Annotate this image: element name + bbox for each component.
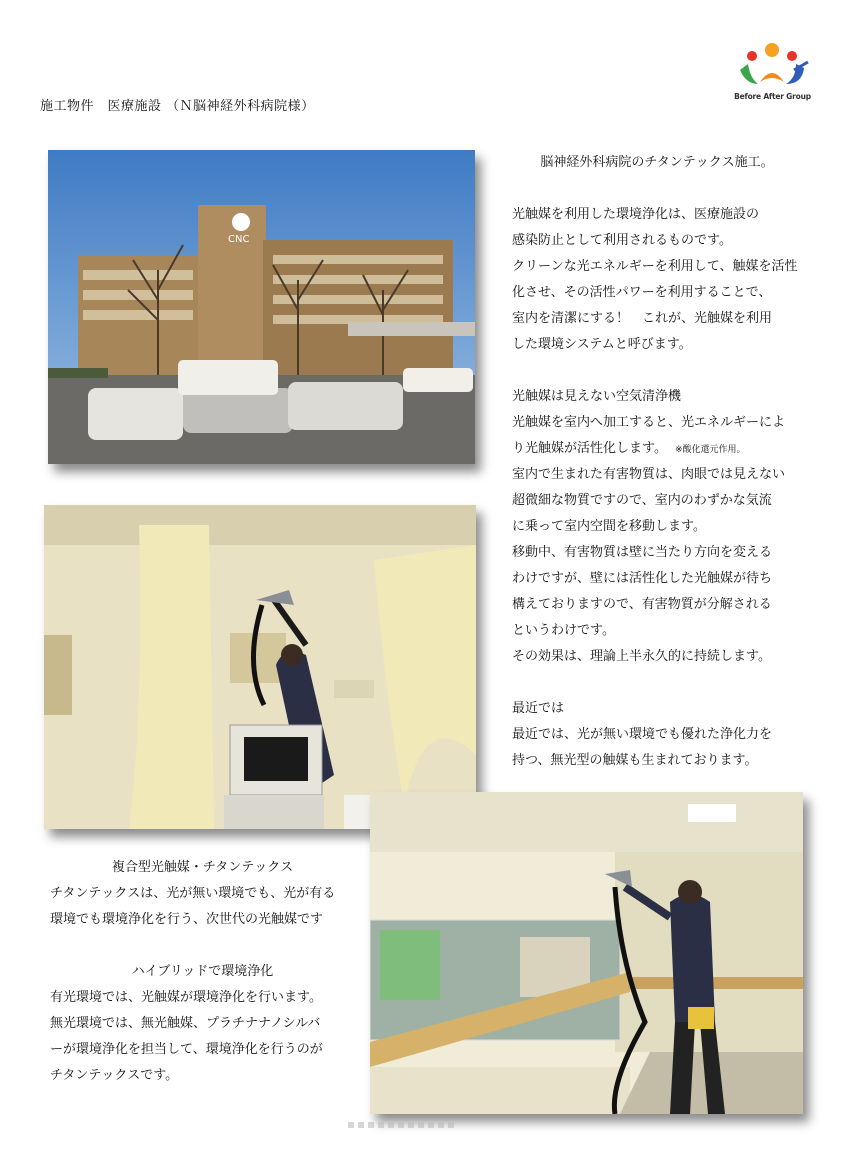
company-logo	[730, 40, 815, 106]
logo-text: Before After Group	[734, 92, 811, 101]
worker-room-photo	[44, 505, 476, 829]
left-title2: ハイブリッドで環境浄化	[131, 964, 274, 979]
left-para1-line: 環境でも環境浄化を行う、次世代の光触媒です	[50, 912, 324, 927]
right-text-column	[512, 150, 812, 774]
right-para2-line: 超微細な物質ですので、室内のわずかな気流	[512, 493, 772, 508]
right-section2-title: 光触媒は見えない空気清浄機	[512, 389, 682, 404]
right-para1-line: クリーンな光エネルギーを利用して、触媒を活性	[512, 259, 798, 274]
right-para1-line: した環境システムと呼びます。	[512, 337, 692, 352]
right-para2-line: 室内で生まれた有害物質は、肉眼では見えない	[512, 467, 786, 482]
right-para3-line: 持つ、無光型の触媒も生まれております。	[512, 753, 758, 768]
right-para2-line: り光触媒が活性化します。	[512, 441, 667, 456]
right-para1-line: 室内を清潔にする！ これが、光触媒を利用	[512, 311, 773, 326]
oxidation-note: ※酸化還元作用。	[674, 445, 746, 455]
right-para2-line: に乗って室内空間を移動します。	[512, 519, 706, 534]
right-para2-line: 移動中、有害物質は壁に当たり方向を変える	[512, 545, 773, 560]
hospital-building-photo	[48, 150, 475, 464]
right-para3-line: 最近では、光が無い環境でも優れた浄化力を	[512, 727, 773, 742]
worker-corridor-photo	[370, 792, 803, 1114]
right-para2-line: というわけです。	[512, 623, 615, 638]
left-para2-line: 無光環境では、無光触媒、プラチナナノシルバ	[50, 1016, 321, 1031]
right-para1-line: 感染防止として利用されるものです。	[512, 233, 732, 248]
right-para2-line: その効果は、理論上半永久的に持続します。	[512, 649, 771, 664]
right-para2-line-with-note	[512, 436, 812, 462]
left-text-column	[50, 855, 355, 1089]
right-section3-title: 最近では	[512, 701, 565, 716]
right-para1-line: 化させ、その活性パワーを利用することで、	[512, 285, 772, 300]
three-figures-logo-icon	[730, 40, 815, 92]
page-heading: 施工物件 医療施設 （Ｎ脳神経外科病院様）	[40, 99, 315, 114]
right-para2-line: 構えておりますので、有害物質が分解される	[512, 597, 772, 612]
left-para2-line: 有光環境では、光触媒が環境浄化を行います。	[50, 990, 322, 1005]
building-sign: CNC	[228, 234, 250, 245]
right-para2-line: 光触媒を室内へ加工すると、光エネルギーによ	[512, 415, 786, 430]
left-para1-line: チタンテックスは、光が無い環境でも、光が有る	[50, 886, 336, 901]
footer-smudge	[348, 1122, 458, 1128]
left-title1: 複合型光触媒・チタンテックス	[111, 860, 294, 875]
right-para2-line: わけですが、壁には活性化した光触媒が待ち	[512, 571, 773, 586]
right-title: 脳神経外科病院のチタンテックス施工。	[540, 155, 774, 170]
left-para2-line: ーが環境浄化を担当して、環境浄化を行うのが	[50, 1042, 323, 1057]
left-para2-line: チタンテックスです。	[50, 1068, 179, 1083]
right-para1-line: 光触媒を利用した環境浄化は、医療施設の	[512, 207, 760, 222]
